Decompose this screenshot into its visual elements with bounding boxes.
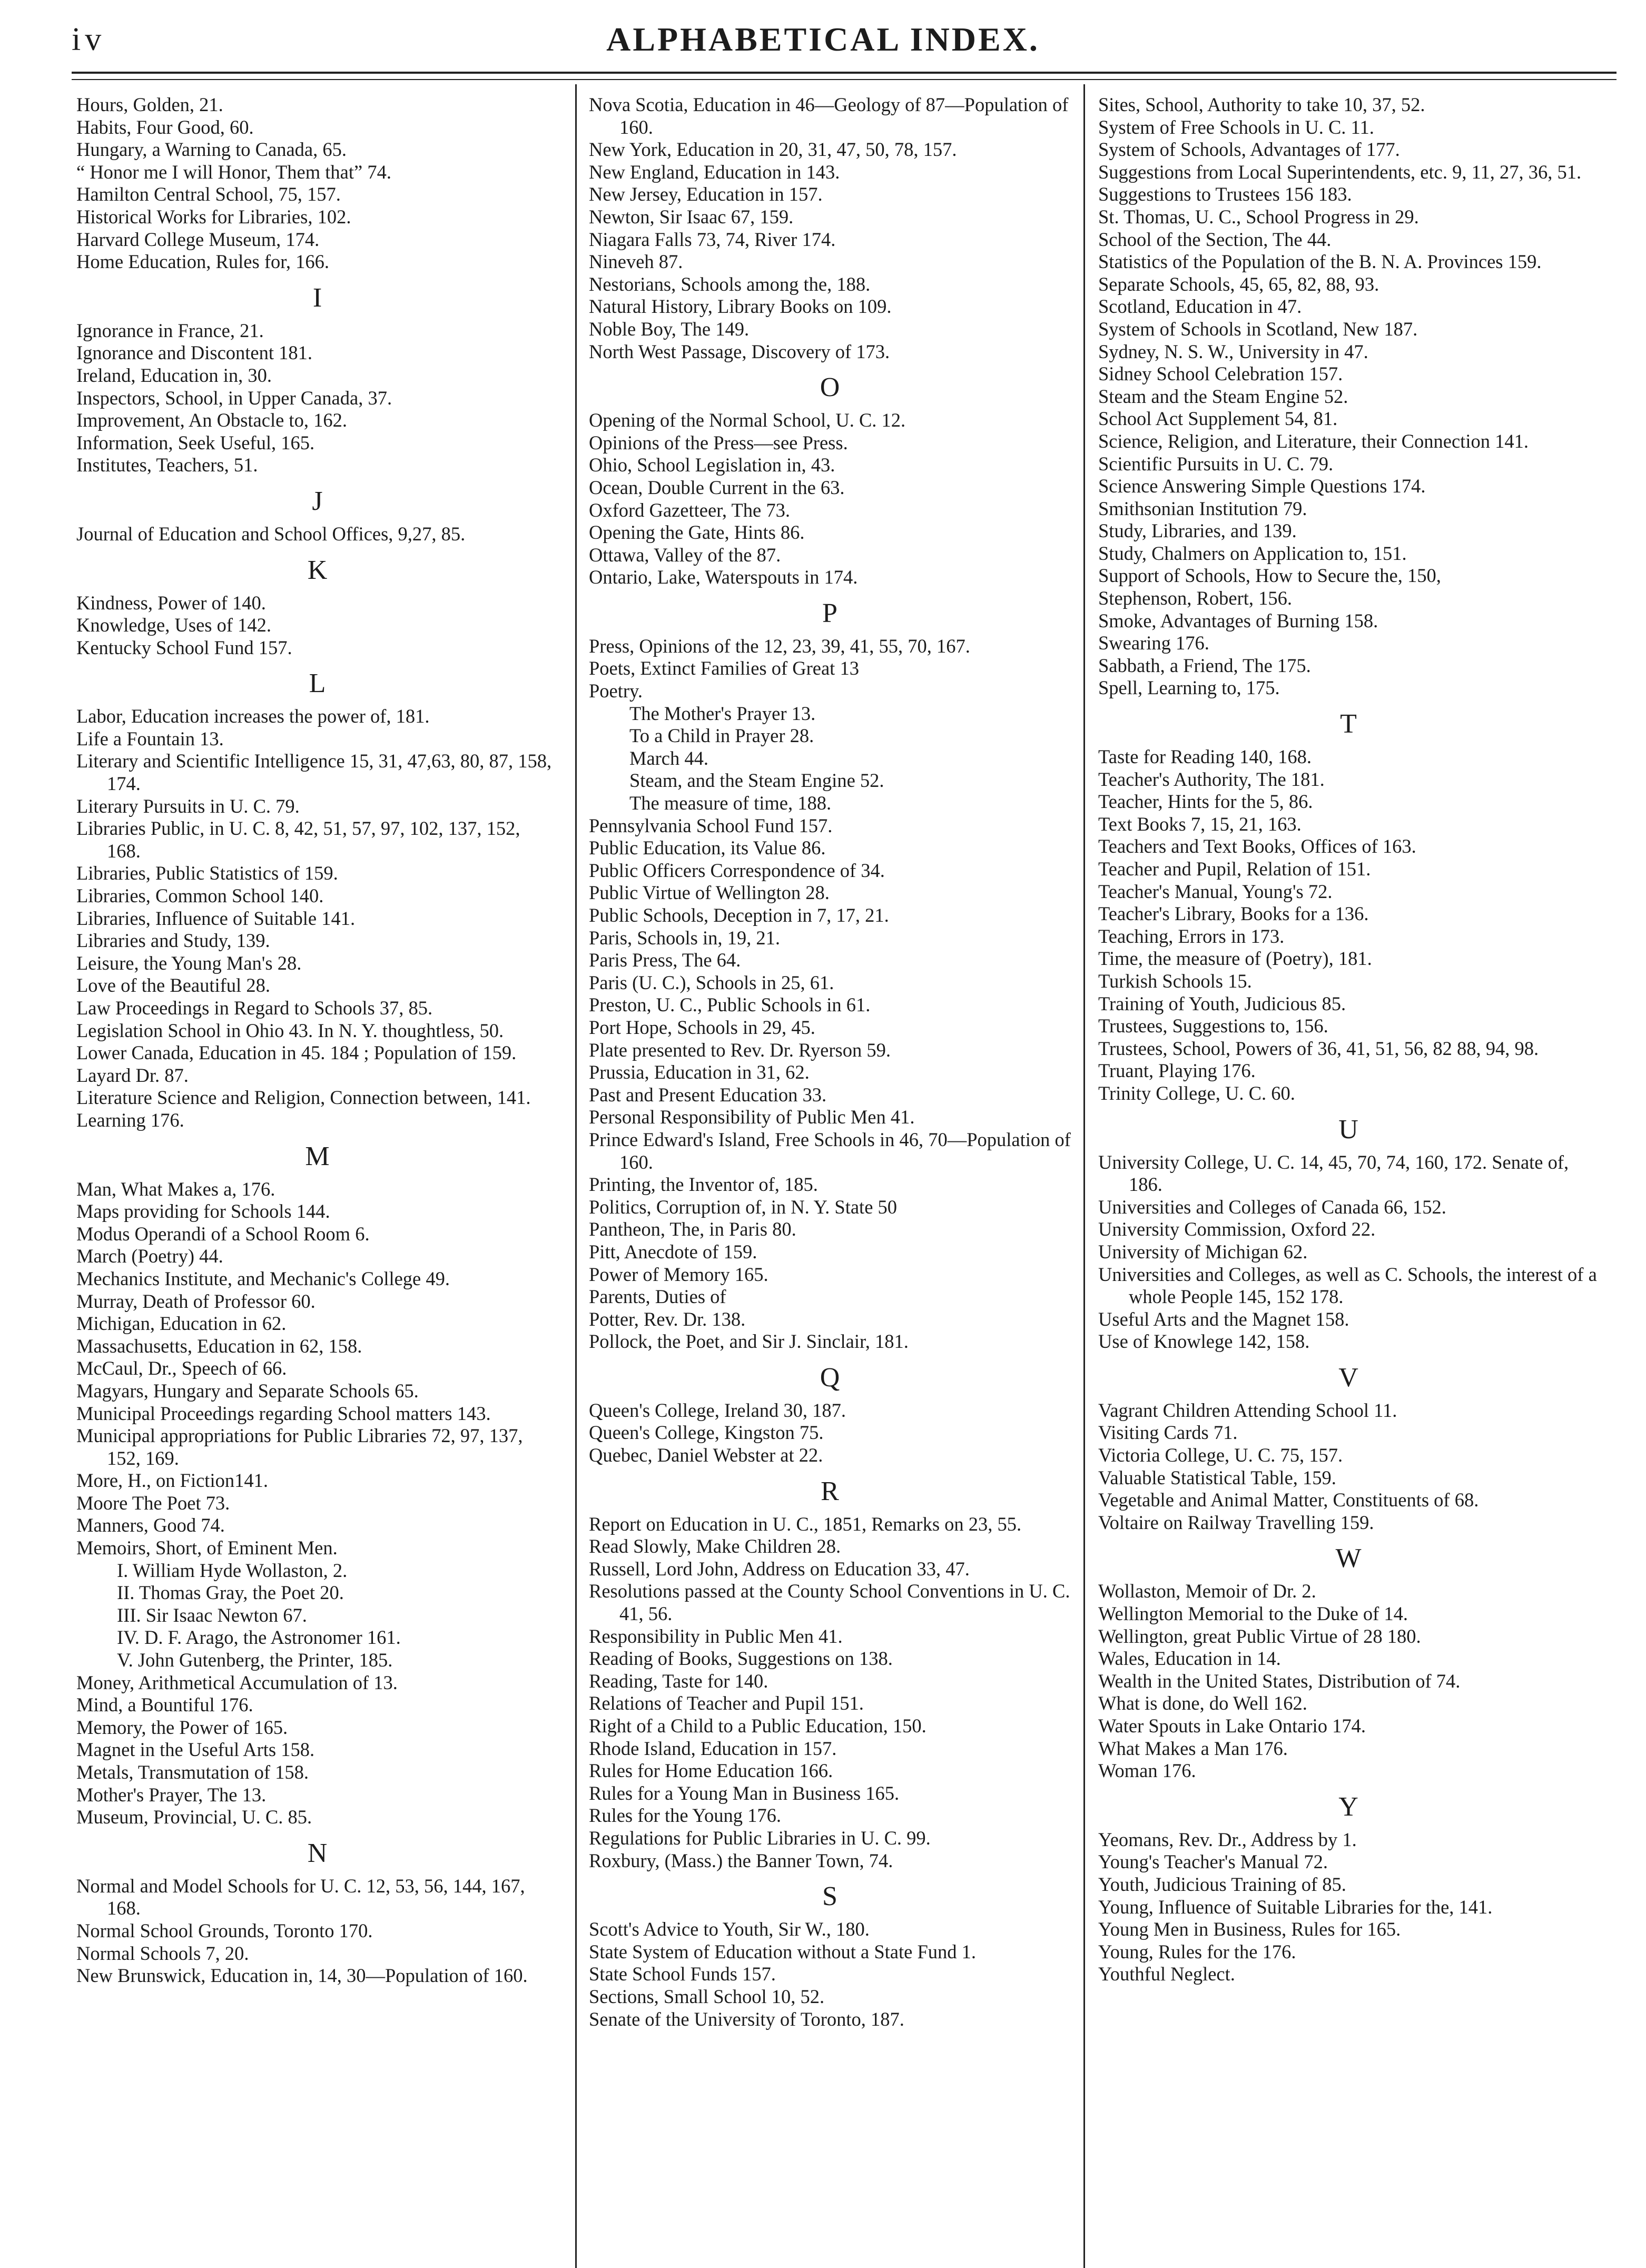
- index-entry: Maps providing for Schools 144.: [76, 1200, 330, 1222]
- index-entry: New York, Education in 20, 31, 47, 50, 78, 157.: [589, 139, 957, 161]
- index-entry: Opinions of the Press—see Press.: [589, 431, 848, 453]
- section-letter: S: [822, 1881, 837, 1912]
- section-letter: W: [1335, 1543, 1362, 1574]
- index-entry: Massachusetts, Education in 62, 158.: [76, 1335, 362, 1357]
- index-entry: Manners, Good 74.: [76, 1514, 225, 1536]
- index-entry: Woman 176.: [1098, 1760, 1196, 1782]
- index-entry: Preston, U. C., Public Schools in 61.: [589, 994, 871, 1016]
- index-entry: St. Thomas, U. C., School Progress in 29.: [1098, 205, 1419, 228]
- index-entry: Pantheon, The, in Paris 80.: [589, 1218, 796, 1240]
- index-entry: Port Hope, Schools in 29, 45.: [589, 1016, 815, 1038]
- index-entry: Press, Opinions of the 12, 23, 39, 41, 55, 70, 167.: [589, 635, 970, 657]
- index-entry: Normal School Grounds, Toronto 170.: [76, 1919, 373, 1941]
- index-entry: Printing, the Inventor of, 185.: [589, 1174, 818, 1196]
- index-entry: Nineveh 87.: [589, 251, 683, 273]
- index-entry: School of the Section, The 44.: [1098, 228, 1332, 250]
- index-entry: Learning 176.: [76, 1109, 184, 1131]
- index-column-3: [1098, 94, 1599, 1986]
- column-divider: [575, 84, 577, 2268]
- index-entry: Memoirs, Short, of Eminent Men.: [76, 1537, 338, 1559]
- section-letter: M: [305, 1141, 330, 1171]
- index-entry: Public Officers Correspondence of 34.: [589, 859, 885, 881]
- index-entry: Sections, Small School 10, 52.: [589, 1985, 825, 2007]
- section-letter: J: [312, 486, 323, 516]
- index-entry: Pennsylvania School Fund 157.: [589, 814, 833, 836]
- index-entry: Murray, Death of Professor 60.: [76, 1290, 316, 1312]
- index-entry: Poets, Extinct Families of Great 13: [589, 657, 859, 679]
- index-entry: Opening the Gate, Hints 86.: [589, 521, 805, 544]
- index-entry: More, H., on Fiction141.: [76, 1470, 268, 1492]
- index-entry: Teacher, Hints for the 5, 86.: [1098, 791, 1313, 813]
- index-entry: Normal Schools 7, 20.: [76, 1942, 249, 1964]
- index-entry: Rhode Island, Education in 157.: [589, 1737, 837, 1759]
- header-rule-thin: [72, 79, 1617, 80]
- index-entry: Spell, Learning to, 175.: [1098, 677, 1280, 699]
- index-entry: Smoke, Advantages of Burning 158.: [1098, 609, 1378, 632]
- index-entry: Home Education, Rules for, 166.: [76, 251, 330, 273]
- section-letter: K: [307, 555, 328, 585]
- index-entry: Mother's Prayer, The 13.: [76, 1783, 267, 1806]
- index-entry: Parents, Duties of: [589, 1286, 726, 1308]
- index-entry: Science, Religion, and Literature, their Connection 141.: [1098, 430, 1529, 452]
- index-entry: Potter, Rev. Dr. 138.: [589, 1308, 746, 1330]
- index-entry: Voltaire on Railway Travelling 159.: [1098, 1511, 1374, 1533]
- index-entry: Literary Pursuits in U. C. 79.: [76, 795, 300, 817]
- index-subentry: The measure of time, 188.: [629, 792, 832, 814]
- index-entry: Reading of Books, Suggestions on 138.: [589, 1648, 893, 1670]
- index-entry: Use of Knowlege 142, 158.: [1098, 1330, 1310, 1353]
- section-letter: Q: [820, 1362, 840, 1393]
- index-entry: Memory, the Power of 165.: [76, 1716, 288, 1738]
- index-entry: Wellington Memorial to the Duke of 14.: [1098, 1603, 1408, 1625]
- index-entry: Statistics of the Population of the B. N. A. Provinces 159.: [1098, 251, 1542, 273]
- index-entry: March (Poetry) 44.: [76, 1245, 223, 1267]
- section-letter: U: [1338, 1114, 1358, 1145]
- index-entry: Ottawa, Valley of the 87.: [589, 544, 781, 566]
- column-divider: [1083, 84, 1085, 2268]
- index-entry: Natural History, Library Books on 109.: [589, 295, 892, 318]
- index-entry: Study, Libraries, and 139.: [1098, 520, 1297, 542]
- index-entry: Wollaston, Memoir of Dr. 2.: [1098, 1580, 1316, 1602]
- index-entry: Taste for Reading 140, 168.: [1098, 746, 1312, 768]
- index-entry: Ohio, School Legislation in, 43.: [589, 454, 835, 476]
- index-entry: Pollock, the Poet, and Sir J. Sinclair, 181.: [589, 1330, 909, 1353]
- index-entry: Paris, Schools in, 19, 21.: [589, 926, 780, 949]
- index-entry: Right of a Child to a Public Education, 150.: [589, 1715, 927, 1737]
- index-entry: Municipal Proceedings regarding School matters 143.: [76, 1402, 491, 1424]
- index-entry: Pitt, Anecdote of 159.: [589, 1240, 757, 1263]
- index-entry: Nova Scotia, Education in 46—Geology of 87—Population of 160.: [589, 94, 1069, 138]
- index-entry: Trinity College, U. C. 60.: [1098, 1082, 1295, 1104]
- index-entry: University College, U. C. 14, 45, 70, 74, 160, 172. Senate of, 186.: [1098, 1151, 1569, 1196]
- index-entry: System of Schools in Scotland, New 187.: [1098, 318, 1418, 340]
- index-entry: Universities and Colleges of Canada 66, 152.: [1098, 1196, 1446, 1218]
- index-entry: Swearing 176.: [1098, 632, 1209, 654]
- index-entry: Law Proceedings in Regard to Schools 37, 85.: [76, 997, 433, 1019]
- index-entry: Prince Edward's Island, Free Schools in 46, 70—Population of 160.: [589, 1128, 1071, 1173]
- index-entry: University Commission, Oxford 22.: [1098, 1218, 1376, 1240]
- index-subentry: March 44.: [629, 747, 709, 769]
- index-entry: Paris Press, The 64.: [589, 949, 741, 971]
- index-entry: Steam and the Steam Engine 52.: [1098, 385, 1348, 407]
- index-entry: Kentucky School Fund 157.: [76, 636, 292, 658]
- index-entry: Newton, Sir Isaac 67, 159.: [589, 205, 794, 228]
- index-entry: Money, Arithmetical Accumulation of 13.: [76, 1671, 398, 1693]
- index-entry: Sites, School, Authority to take 10, 37, 52.: [1098, 94, 1425, 115]
- index-subentry: Steam, and the Steam Engine 52.: [629, 770, 884, 792]
- index-entry: Ignorance in France, 21.: [76, 319, 264, 341]
- index-entry: New Brunswick, Education in, 14, 30—Population of 160.: [76, 1965, 528, 1987]
- index-entry: Quebec, Daniel Webster at 22.: [589, 1444, 823, 1466]
- index-entry: Youth, Judicious Training of 85.: [1098, 1873, 1346, 1895]
- index-entry: Sabbath, a Friend, The 175.: [1098, 654, 1311, 676]
- header-rule: [72, 72, 1617, 74]
- index-entry: Suggestions to Trustees 156 183.: [1098, 183, 1352, 205]
- index-entry: Universities and Colleges, as well as C. Schools, the interest of a whole People 145, 152 178.: [1098, 1263, 1597, 1308]
- index-entry: Sidney School Celebration 157.: [1098, 363, 1343, 385]
- index-subentry: III. Sir Isaac Newton 67.: [117, 1604, 307, 1626]
- index-subentry: II. Thomas Gray, the Poet 20.: [117, 1582, 344, 1604]
- index-entry: Resolutions passed at the County School Conventions in U. C. 41, 56.: [589, 1580, 1070, 1625]
- index-entry: Nestorians, Schools among the, 188.: [589, 273, 871, 295]
- index-entry: Useful Arts and the Magnet 158.: [1098, 1308, 1349, 1330]
- index-entry: Ontario, Lake, Waterspouts in 174.: [589, 566, 858, 588]
- index-entry: Scotland, Education in 47.: [1098, 295, 1302, 318]
- index-entry: Layard Dr. 87.: [76, 1064, 189, 1086]
- section-letter: L: [309, 668, 326, 699]
- index-entry: Public Schools, Deception in 7, 17, 21.: [589, 904, 889, 926]
- index-entry: Victoria College, U. C. 75, 157.: [1098, 1444, 1343, 1466]
- index-entry: Literary and Scientific Intelligence 15, 31, 47,63, 80, 87, 158, 174.: [76, 750, 552, 795]
- index-entry: Institutes, Teachers, 51.: [76, 454, 258, 476]
- index-entry: Mechanics Institute, and Mechanic's College 49.: [76, 1267, 450, 1289]
- index-entry: Paris (U. C.), Schools in 25, 61.: [589, 971, 834, 993]
- index-entry: North West Passage, Discovery of 173.: [589, 340, 890, 362]
- index-entry: Text Books 7, 15, 21, 163.: [1098, 813, 1302, 835]
- index-entry: Hungary, a Warning to Canada, 65.: [76, 139, 347, 161]
- index-entry: Read Slowly, Make Children 28.: [589, 1535, 841, 1557]
- index-entry: Teacher's Manual, Young's 72.: [1098, 880, 1333, 902]
- index-entry: Young, Rules for the 176.: [1098, 1940, 1296, 1963]
- index-entry: Mind, a Bountiful 176.: [76, 1694, 253, 1716]
- index-entry: Inspectors, School, in Upper Canada, 37.: [76, 387, 392, 409]
- index-entry: Teacher's Library, Books for a 136.: [1098, 903, 1369, 925]
- section-letter: P: [822, 598, 837, 628]
- index-entry: Journal of Education and School Offices, 9,27, 85.: [76, 522, 466, 545]
- index-entry: Historical Works for Libraries, 102.: [76, 205, 351, 228]
- section-letter: R: [821, 1476, 839, 1506]
- index-entry: Trustees, School, Powers of 36, 41, 51, 56, 82 88, 94, 98.: [1098, 1037, 1539, 1059]
- index-entry: Teaching, Errors in 173.: [1098, 925, 1285, 947]
- index-entry: Noble Boy, The 149.: [589, 318, 750, 340]
- index-entry: Leisure, the Young Man's 28.: [76, 952, 302, 974]
- index-entry: Man, What Makes a, 176.: [76, 1178, 275, 1200]
- index-entry: Wales, Education in 14.: [1098, 1648, 1281, 1670]
- index-entry: New Jersey, Education in 157.: [589, 183, 823, 205]
- index-entry: Moore The Poet 73.: [76, 1492, 230, 1514]
- section-letter: V: [1338, 1362, 1358, 1393]
- index-entry: Metals, Transmutation of 158.: [76, 1761, 309, 1783]
- index-entry: Libraries and Study, 139.: [76, 930, 270, 952]
- index-entry: Life a Fountain 13.: [76, 727, 224, 750]
- index-entry: Improvement, An Obstacle to, 162.: [76, 409, 347, 431]
- index-entry: Kindness, Power of 140.: [76, 591, 266, 614]
- index-entry: Scientific Pursuits in U. C. 79.: [1098, 452, 1334, 475]
- page-number: iv: [72, 22, 106, 57]
- index-entry: Young, Influence of Suitable Libraries for the, 141.: [1098, 1896, 1493, 1918]
- index-entry: Regulations for Public Libraries in U. C. 99.: [589, 1827, 931, 1849]
- index-entry: Responsibility in Public Men 41.: [589, 1625, 843, 1647]
- index-entry: Libraries, Common School 140.: [76, 885, 324, 907]
- index-entry: Turkish Schools 15.: [1098, 970, 1252, 992]
- index-entry: Ignorance and Discontent 181.: [76, 342, 312, 364]
- index-entry: Young's Teacher's Manual 72.: [1098, 1851, 1328, 1873]
- index-entry: Vegetable and Animal Matter, Constituents of 68.: [1098, 1489, 1479, 1511]
- index-entry: Ireland, Education in, 30.: [76, 364, 272, 386]
- index-entry: Training of Youth, Judicious 85.: [1098, 992, 1346, 1014]
- index-entry: What Makes a Man 176.: [1098, 1737, 1288, 1759]
- index-entry: Public Virtue of Wellington 28.: [589, 882, 830, 904]
- index-entry: Teacher's Authority, The 181.: [1098, 768, 1325, 790]
- section-letter: I: [312, 282, 322, 313]
- index-entry: Suggestions from Local Superintendents, etc. 9, 11, 27, 36, 51.: [1098, 161, 1582, 183]
- page-title: ALPHABETICAL INDEX.: [606, 21, 1040, 58]
- index-entry: Magyars, Hungary and Separate Schools 65.: [76, 1379, 419, 1402]
- section-letter: O: [820, 372, 840, 403]
- index-entry: Smithsonian Institution 79.: [1098, 497, 1307, 519]
- index-entry: Reading, Taste for 140.: [589, 1670, 768, 1692]
- index-entry: Michigan, Education in 62.: [76, 1313, 287, 1335]
- index-entry: Scott's Advice to Youth, Sir W., 180.: [589, 1918, 870, 1940]
- index-entry: School Act Supplement 54, 81.: [1098, 408, 1338, 430]
- index-entry: Museum, Provincial, U. C. 85.: [76, 1806, 312, 1828]
- index-entry: Literature Science and Religion, Connection between, 141.: [76, 1087, 531, 1109]
- index-entry: Power of Memory 165.: [589, 1263, 768, 1285]
- index-entry: Study, Chalmers on Application to, 151.: [1098, 542, 1407, 564]
- index-entry: Support of Schools, How to Secure the, 150,: [1098, 565, 1441, 587]
- index-entry: Oxford Gazetteer, The 73.: [589, 499, 790, 521]
- index-entry: Teachers and Text Books, Offices of 163.: [1098, 835, 1416, 857]
- section-letter: Y: [1338, 1791, 1358, 1822]
- index-entry: Report on Education in U. C., 1851, Remarks on 23, 55.: [589, 1513, 1022, 1535]
- index-entry: Vagrant Children Attending School 11.: [1098, 1399, 1397, 1421]
- index-entry: Legislation School in Ohio 43. In N. Y. thoughtless, 50.: [76, 1019, 504, 1041]
- index-entry: Water Spouts in Lake Ontario 174.: [1098, 1715, 1366, 1737]
- index-entry: Habits, Four Good, 60.: [76, 116, 254, 138]
- index-entry: Knowledge, Uses of 142.: [76, 614, 272, 636]
- index-entry: Public Education, its Value 86.: [589, 837, 826, 859]
- index-column-1: [76, 94, 558, 1987]
- index-entry: Russell, Lord John, Address on Education 33, 47.: [589, 1557, 970, 1580]
- index-entry: Labor, Education increases the power of, 181.: [76, 705, 430, 727]
- index-entry: Politics, Corruption of, in N. Y. State 50: [589, 1196, 898, 1218]
- index-entry: Magnet in the Useful Arts 158.: [76, 1739, 315, 1761]
- index-entry: Prussia, Education in 31, 62.: [589, 1061, 810, 1083]
- index-entry: Information, Seek Useful, 165.: [76, 431, 315, 453]
- section-letter: T: [1340, 709, 1357, 739]
- index-entry: Science Answering Simple Questions 174.: [1098, 475, 1426, 497]
- index-subentry: To a Child in Prayer 28.: [629, 725, 814, 747]
- index-entry: Libraries, Public Statistics of 159.: [76, 862, 338, 884]
- index-entry: Poetry.: [589, 680, 643, 702]
- index-entry: Libraries Public, in U. C. 8, 42, 51, 57, 97, 102, 137, 152, 168.: [76, 817, 520, 862]
- index-column-2: [589, 94, 1071, 2030]
- index-entry: Yeomans, Rev. Dr., Address by 1.: [1098, 1828, 1357, 1850]
- index-entry: System of Schools, Advantages of 177.: [1098, 139, 1400, 161]
- index-entry: What is done, do Well 162.: [1098, 1692, 1307, 1714]
- index-entry: Queen's College, Ireland 30, 187.: [589, 1399, 846, 1421]
- index-entry: Lower Canada, Education in 45. 184 ; Population of 159.: [76, 1042, 517, 1064]
- index-subentry: I. William Hyde Wollaston, 2.: [117, 1559, 348, 1581]
- index-entry: “ Honor me I will Honor, Them that” 74.: [76, 161, 391, 183]
- index-entry: Senate of the University of Toronto, 187.: [589, 2008, 904, 2030]
- index-entry: Niagara Falls 73, 74, River 174.: [589, 228, 836, 250]
- index-entry: Separate Schools, 45, 65, 82, 88, 93.: [1098, 273, 1379, 295]
- index-entry: Harvard College Museum, 174.: [76, 228, 320, 250]
- index-entry: Opening of the Normal School, U. C. 12.: [589, 409, 906, 431]
- index-entry: University of Michigan 62.: [1098, 1240, 1308, 1263]
- index-entry: Teacher and Pupil, Relation of 151.: [1098, 858, 1371, 880]
- index-entry: Modus Operandi of a School Room 6.: [76, 1222, 370, 1245]
- index-entry: Libraries, Influence of Suitable 141.: [76, 907, 356, 929]
- index-entry: Sydney, N. S. W., University in 47.: [1098, 340, 1368, 362]
- section-letter: N: [307, 1838, 328, 1868]
- index-entry: Love of the Beautiful 28.: [76, 974, 270, 997]
- index-entry: Hamilton Central School, 75, 157.: [76, 183, 341, 205]
- index-entry: Rules for a Young Man in Business 165.: [589, 1782, 900, 1804]
- index-entry: Rules for Home Education 166.: [589, 1760, 833, 1782]
- index-subentry: IV. D. F. Arago, the Astronomer 161.: [117, 1626, 401, 1649]
- index-entry: Wellington, great Public Virtue of 28 180.: [1098, 1625, 1421, 1647]
- index-entry: Relations of Teacher and Pupil 151.: [589, 1692, 864, 1714]
- index-entry: Roxbury, (Mass.) the Banner Town, 74.: [589, 1849, 893, 1871]
- index-entry: Truant, Playing 176.: [1098, 1060, 1256, 1082]
- index-entry: Rules for the Young 176.: [589, 1804, 782, 1827]
- index-entry: Visiting Cards 71.: [1098, 1422, 1238, 1444]
- index-entry: Ocean, Double Current in the 63.: [589, 476, 845, 498]
- index-entry: New England, Education in 143.: [589, 161, 840, 183]
- index-entry: Personal Responsibility of Public Men 41.: [589, 1106, 915, 1128]
- index-entry: System of Free Schools in U. C. 11.: [1098, 116, 1374, 138]
- index-entry: Youthful Neglect.: [1098, 1963, 1235, 1985]
- index-entry: Young Men in Business, Rules for 165.: [1098, 1918, 1401, 1940]
- index-entry: Wealth in the United States, Distribution of 74.: [1098, 1670, 1461, 1692]
- index-entry: Municipal appropriations for Public Libraries 72, 97, 137, 152, 169.: [76, 1425, 523, 1469]
- index-entry: Plate presented to Rev. Dr. Ryerson 59.: [589, 1039, 891, 1061]
- index-entry: Past and Present Education 33.: [589, 1083, 827, 1106]
- index-subentry: V. John Gutenberg, the Printer, 185.: [117, 1649, 393, 1671]
- index-subentry: The Mother's Prayer 13.: [629, 702, 816, 724]
- index-entry: Queen's College, Kingston 75.: [589, 1422, 824, 1444]
- index-entry: Valuable Statistical Table, 159.: [1098, 1466, 1336, 1488]
- index-entry: McCaul, Dr., Speech of 66.: [76, 1357, 287, 1379]
- index-entry: Time, the measure of (Poetry), 181.: [1098, 948, 1372, 970]
- index-entry: State System of Education without a State Fund 1.: [589, 1940, 976, 1963]
- index-entry: State School Funds 157.: [589, 1963, 776, 1985]
- index-entry: Normal and Model Schools for U. C. 12, 53, 56, 144, 167, 168.: [76, 1875, 525, 1919]
- index-entry: Stephenson, Robert, 156.: [1098, 587, 1293, 609]
- index-entry: Trustees, Suggestions to, 156.: [1098, 1015, 1328, 1037]
- index-entry: Hours, Golden, 21.: [76, 94, 223, 115]
